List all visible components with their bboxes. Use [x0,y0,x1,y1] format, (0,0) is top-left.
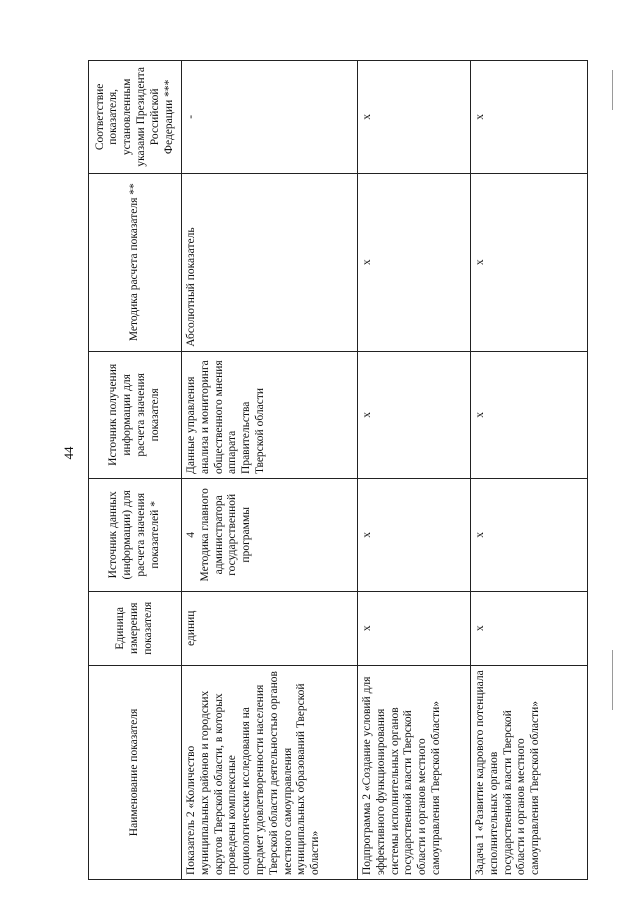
cell-method: Абсолютный показатель [182,173,358,351]
header-data-source: Источник данных (информации) для расчета значения показателей * [89,478,182,591]
rotated-table-container [88,60,542,880]
table-row [182,61,358,880]
cell-data-source: х [358,478,471,591]
cell-method: х [358,173,471,351]
header-info-source: Источник получения информации для расчета значения показателя [89,351,182,478]
table-row [358,61,471,880]
table-row [471,61,588,880]
cell-compliance: - [182,61,358,174]
cell-indicator-name: Задача 1 «Развитие кадрового потенциала исполнительных органов государственной власти Тверской области и органов местного самоуправления Тверской области» [471,665,588,879]
header-unit: Единица измерения показателя [89,591,182,665]
cell-unit: единиц [182,591,358,665]
cell-compliance: х [471,61,588,174]
cell-data-source: х [471,478,588,591]
cell-info-source: х [471,351,588,478]
cell-data-source: 4 Методика главного администратора государственной программы [182,478,358,591]
cell-compliance: х [358,61,471,174]
cell-unit: х [471,591,588,665]
cell-indicator-name: Подпрограмма 2 «Создание условий для эффективного функционирования системы исполнительных органов государственной власти Тверской области и органов местного самоуправления Тверской области» [358,665,471,879]
cell-method: х [471,173,588,351]
cell-info-source: х [358,351,471,478]
cell-info-source: Данные управления анализа и мониторинга общественного мнения аппарата Правительства Тверской области [182,351,358,478]
header-method: Методика расчета показателя ** [89,173,182,351]
scan-edge-mark-top [612,70,613,110]
table-header-row [89,61,182,880]
header-compliance: Соответствие показателя, установленным указами Президента Российской Федерации *** [89,61,182,174]
header-indicator-name: Наименование показателя [89,665,182,879]
cell-unit: х [358,591,471,665]
cell-indicator-name: Показатель 2 «Количество муниципальных районов и городских округов Тверской области, в которых проведены комплексные социологические исследования на предмет удовлетворенности населения Тверской области деятельностью органов местного самоуправления муниципальных образований Тверской области» [182,665,358,879]
scan-edge-mark-bottom [612,650,613,710]
indicators-table [88,60,588,880]
page-number: 44 [61,446,76,460]
